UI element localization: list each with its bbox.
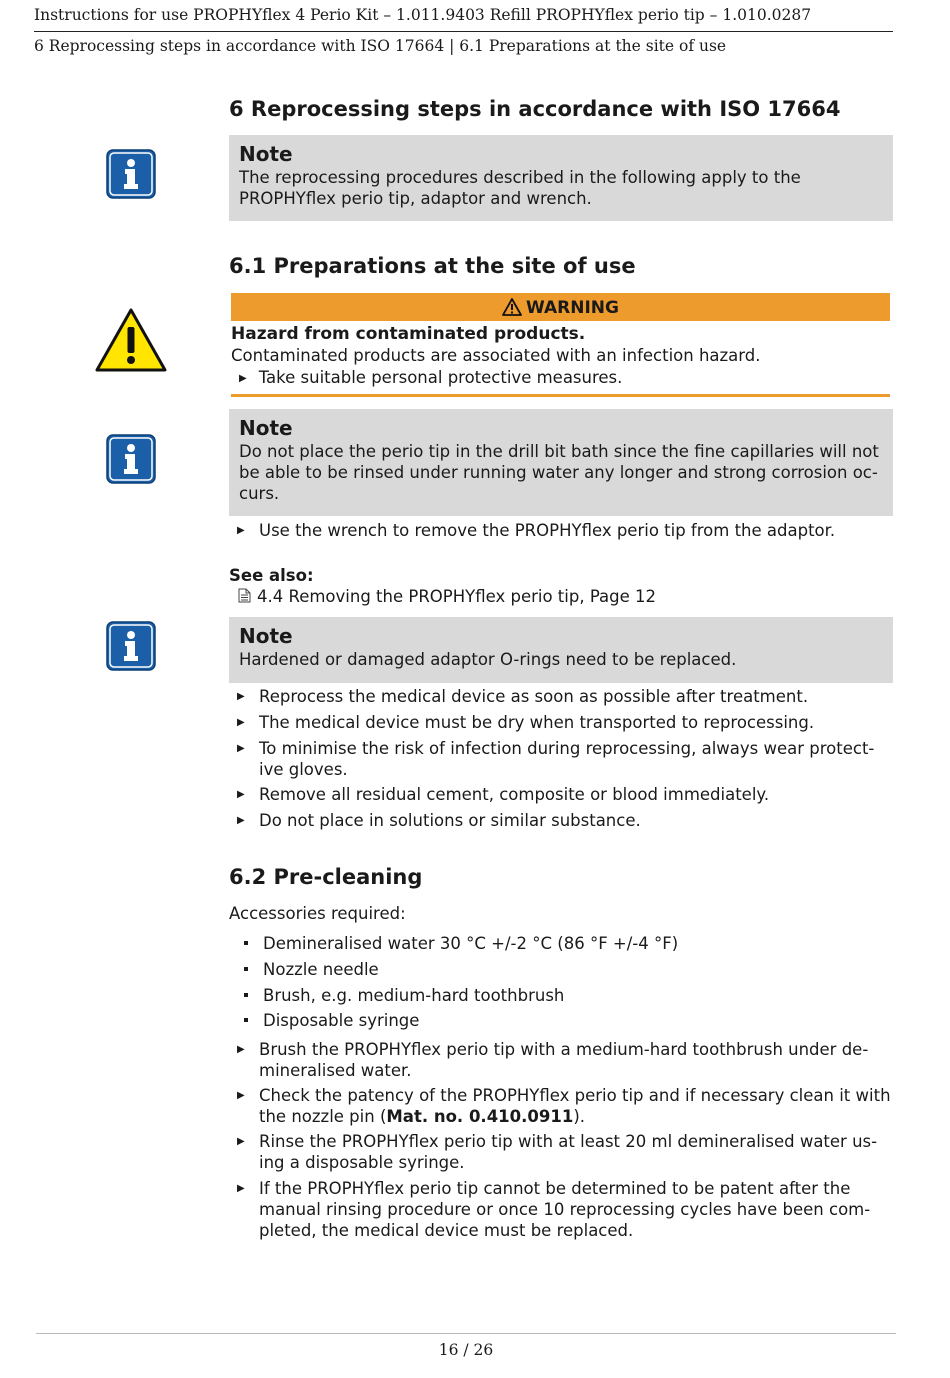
step-item: ▶ To minimise the risk of infection during reprocessing, always wear protect-ive gloves.: [237, 739, 875, 779]
warning-bar: [231, 293, 890, 321]
material-number: Mat. no. 0.410.0911: [386, 1107, 574, 1126]
note-body: The reprocessing procedures described in the following apply to the PROPHYflex perio tip, adaptor and wrench.: [239, 168, 801, 208]
info-icon: [106, 434, 156, 488]
document-title: Instructions for use PROPHYflex 4 Perio Kit – 1.011.9403 Refill PROPHYflex perio tip – 1.010.0287: [34, 4, 893, 32]
see-also-text: 4.4 Removing the PROPHYflex perio tip, Page 12: [257, 587, 657, 606]
list-item: Demineralised water 30 °C +/-2 °C (86 °F +/-4 °F): [244, 933, 678, 954]
section-6-heading: 6 Reprocessing steps in accordance with ISO 17664: [229, 97, 841, 121]
warning-title: Hazard from contaminated products.: [231, 324, 586, 344]
step-item: ▶ Use the wrench to remove the PROPHYflex perio tip from the adaptor.: [237, 521, 836, 540]
warning-body: Contaminated products are associated with an infection hazard.: [231, 346, 761, 365]
step-item: ▶ Brush the PROPHYflex perio tip with a medium-hard toothbrush under de-mineralised water.: [237, 1040, 869, 1080]
warning-box: [231, 293, 890, 397]
note-box: [229, 135, 893, 221]
list-item: Brush, e.g. medium-hard toothbrush: [244, 985, 564, 1006]
step-item: ▶ Check the patency of the PROPHYflex perio tip and if necessary clean it with the nozzle pin (Mat. no. 0.410.0911).: [237, 1086, 891, 1126]
warning-bottom-rule: [231, 394, 890, 397]
running-header: [34, 4, 893, 58]
document-icon: [238, 588, 251, 603]
note-box: [229, 409, 893, 516]
step-item: ▶ If the PROPHYflex perio tip cannot be determined to be patent after the manual rinsing procedure or once 10 reprocessing cycles have been com-pleted, the medical device must be replaced.: [237, 1179, 871, 1240]
note-title: Note: [239, 142, 293, 166]
section-6-1-heading: 6.1 Preparations at the site of use: [229, 254, 636, 278]
section-6-2-heading: 6.2 Pre-cleaning: [229, 865, 423, 889]
step-item: ▶ Do not place in solutions or similar substance.: [237, 811, 641, 830]
note-body: Hardened or damaged adaptor O-rings need to be replaced.: [239, 650, 737, 669]
accessories-label: Accessories required:: [229, 904, 406, 923]
note-box: [229, 617, 893, 683]
note-body: Do not place the perio tip in the drill bit bath since the fine capillaries will not be able to be rinsed under running water any longer and strong corrosion oc-curs.: [239, 442, 879, 503]
see-also-link[interactable]: [238, 587, 656, 606]
note-title: Note: [239, 624, 293, 648]
warning-triangle-icon: [502, 298, 522, 316]
list-item: Disposable syringe: [244, 1010, 419, 1031]
info-icon: [106, 621, 156, 675]
step-item: ▶ Rinse the PROPHYflex perio tip with at least 20 ml demineralised water us-ing a disposable syringe.: [237, 1132, 878, 1172]
step-item: ▶ The medical device must be dry when transported to reprocessing.: [237, 713, 815, 732]
info-icon: [106, 149, 156, 203]
see-also-label: See also:: [229, 566, 314, 585]
page-number: 16 / 26: [36, 1333, 896, 1359]
warning-label: WARNING: [526, 298, 619, 318]
warning-step: ▶ Take suitable personal protective measures.: [239, 368, 623, 387]
list-item: Nozzle needle: [244, 959, 379, 980]
breadcrumb: 6 Reprocessing steps in accordance with ISO 17664 | 6.1 Preparations at the site of use: [34, 37, 727, 55]
warning-icon: [94, 307, 168, 377]
note-title: Note: [239, 416, 293, 440]
step-item: ▶ Reprocess the medical device as soon as possible after treatment.: [237, 687, 809, 706]
step-item: ▶ Remove all residual cement, composite or blood immediately.: [237, 785, 770, 804]
warning-step-text: Take suitable personal protective measures.: [258, 368, 623, 387]
